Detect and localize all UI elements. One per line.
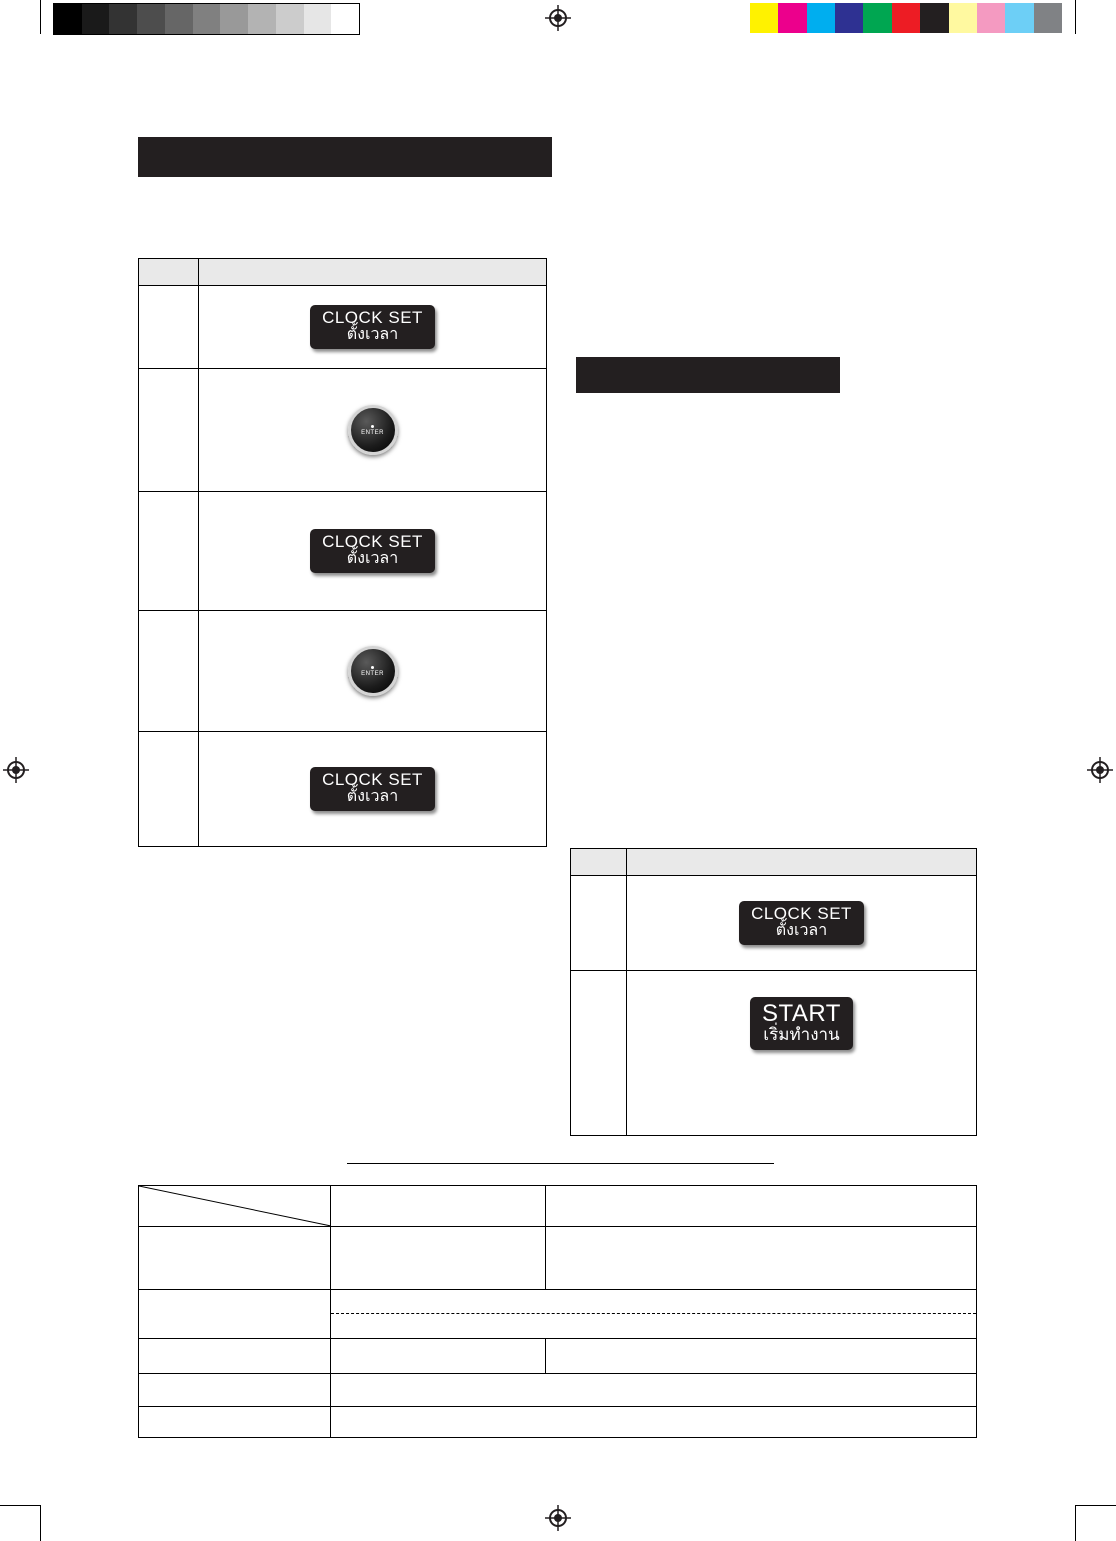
procedure-table-right bbox=[570, 848, 977, 1136]
registration-target-icon-left bbox=[3, 757, 29, 783]
section-heading-bar-left bbox=[138, 137, 552, 177]
knob-indicator-dot bbox=[371, 425, 374, 428]
table-row bbox=[571, 971, 977, 1136]
specification-table bbox=[138, 1185, 977, 1438]
spec-label-cell bbox=[139, 1227, 331, 1290]
spec-value-cell bbox=[331, 1227, 546, 1290]
spec-merged-cell bbox=[331, 1407, 977, 1438]
enter-knob[interactable]: ENTER bbox=[348, 646, 398, 696]
registration-target-icon-bottom bbox=[545, 1505, 571, 1531]
display-cell bbox=[627, 971, 977, 1136]
clock-set-display-badge: CLOCK SET ตั้งเวลา bbox=[310, 767, 435, 812]
step-number-cell bbox=[139, 732, 199, 847]
display-cell bbox=[627, 876, 977, 971]
clock-set-display-badge: CLOCK SET ตั้งเวลา bbox=[739, 901, 864, 946]
display-cell bbox=[199, 492, 547, 611]
enter-knob-graphic bbox=[325, 394, 421, 466]
spec-label-cell bbox=[139, 1339, 331, 1374]
registration-target-icon-top bbox=[545, 5, 571, 31]
display-cell bbox=[199, 732, 547, 847]
header-display-cell bbox=[199, 259, 547, 286]
step-number-cell bbox=[571, 876, 627, 971]
enter-knob-graphic bbox=[325, 635, 421, 707]
clock-set-display-badge: CLOCK SET ตั้งเวลา bbox=[310, 529, 435, 574]
table-row bbox=[139, 286, 547, 369]
dashed-divider bbox=[331, 1313, 976, 1314]
crop-mark bbox=[1075, 1505, 1116, 1506]
procedure-table-left bbox=[138, 258, 547, 847]
header-display-cell bbox=[627, 849, 977, 876]
clock-set-display-badge: CLOCK SET ตั้งเวลา bbox=[310, 305, 435, 350]
crop-mark bbox=[40, 0, 41, 34]
display-cell bbox=[199, 369, 547, 492]
spec-header-cell bbox=[331, 1186, 546, 1227]
table-header-row bbox=[571, 849, 977, 876]
spec-merged-cell bbox=[331, 1374, 977, 1407]
diagonal-divider-icon bbox=[139, 1186, 331, 1226]
start-display-badge: START เริ่มทำงาน bbox=[750, 997, 853, 1050]
display-cell bbox=[199, 286, 547, 369]
knob-indicator-dot bbox=[371, 666, 374, 669]
spec-label-cell bbox=[139, 1290, 331, 1339]
spec-header-row bbox=[139, 1186, 977, 1227]
spec-value-cell bbox=[546, 1339, 977, 1374]
table-row bbox=[139, 611, 547, 732]
spec-value-cell bbox=[331, 1339, 546, 1374]
spec-value-cell bbox=[546, 1227, 977, 1290]
display-cell bbox=[199, 611, 547, 732]
spec-row bbox=[139, 1227, 977, 1290]
header-step-cell bbox=[139, 259, 199, 286]
spec-corner-cell bbox=[139, 1186, 331, 1227]
table-row bbox=[139, 732, 547, 847]
spec-row bbox=[139, 1290, 977, 1339]
header-step-cell bbox=[571, 849, 627, 876]
registration-target-icon-right bbox=[1087, 757, 1113, 783]
table-row bbox=[571, 876, 977, 971]
spec-row bbox=[139, 1407, 977, 1438]
enter-knob[interactable]: ENTER bbox=[348, 405, 398, 455]
step-number-cell bbox=[139, 492, 199, 611]
step-number-cell bbox=[139, 369, 199, 492]
spec-label-cell bbox=[139, 1374, 331, 1407]
crop-mark bbox=[1075, 1505, 1076, 1541]
crop-mark bbox=[1075, 0, 1076, 34]
spec-label-cell bbox=[139, 1407, 331, 1438]
spec-merged-cell bbox=[331, 1290, 977, 1339]
spec-header-cell bbox=[546, 1186, 977, 1227]
grayscale-calibration-bar bbox=[53, 3, 360, 35]
color-calibration-bar bbox=[750, 3, 1062, 33]
step-number-cell bbox=[139, 286, 199, 369]
spec-row bbox=[139, 1374, 977, 1407]
crop-mark bbox=[40, 1505, 41, 1541]
crop-mark bbox=[0, 1505, 40, 1506]
section-divider-rule bbox=[347, 1163, 774, 1164]
section-heading-bar-right bbox=[576, 357, 840, 393]
spec-row bbox=[139, 1339, 977, 1374]
table-row bbox=[139, 492, 547, 611]
table-header-row bbox=[139, 259, 547, 286]
table-row bbox=[139, 369, 547, 492]
step-number-cell bbox=[571, 971, 627, 1136]
step-number-cell bbox=[139, 611, 199, 732]
